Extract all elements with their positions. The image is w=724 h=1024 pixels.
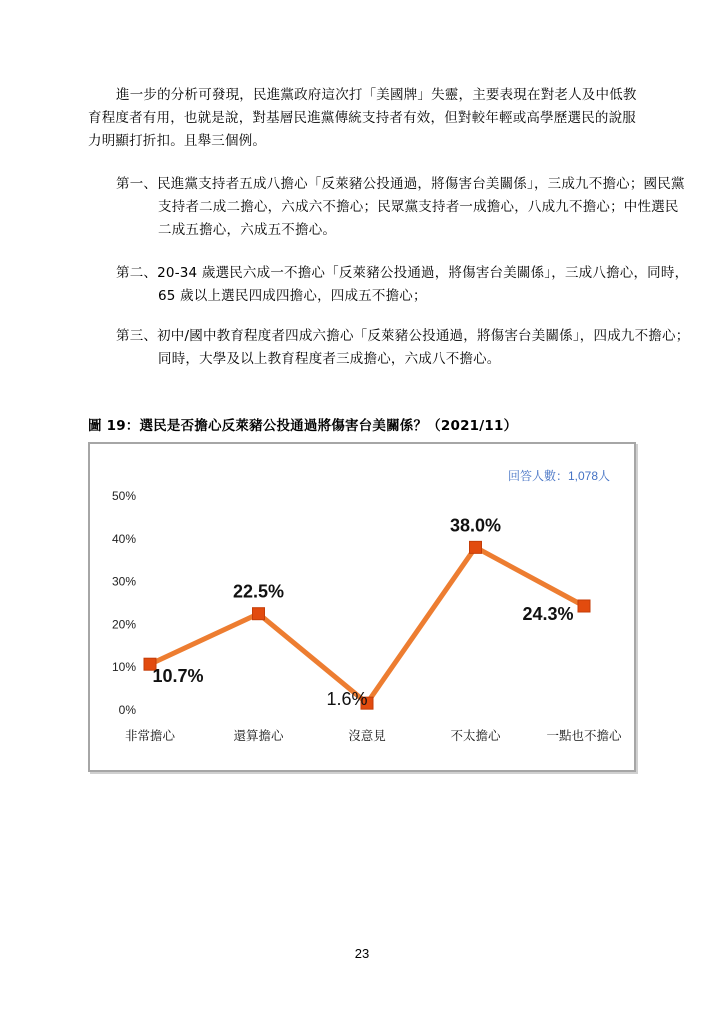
y-tick-label: 20% <box>111 617 136 632</box>
x-tick-label: 沒意見 <box>348 728 386 743</box>
example-text: 20-34 歲選民六成一不擔心「反萊豬公投通過，將傷害台美關係」，三成八擔心，同時，65 歲以上選民四成四擔心，四成五不擔心； <box>157 265 689 304</box>
data-point <box>578 600 590 612</box>
x-tick-label: 一點也不擔心 <box>546 728 622 743</box>
data-label: 22.5% <box>232 581 285 602</box>
y-tick-label: 10% <box>111 660 136 675</box>
respondents-note: 回答人數：1,078人 <box>507 469 610 483</box>
x-tick-label: 不太擔心 <box>450 728 501 743</box>
x-tick-label: 還算擔心 <box>233 728 284 743</box>
example-item-3 <box>116 325 690 371</box>
y-tick-label: 40% <box>111 531 136 546</box>
line-chart <box>90 444 634 770</box>
example-label: 第一、 <box>116 176 158 192</box>
x-tick-label: 非常擔心 <box>124 728 176 743</box>
data-label: 1.6% <box>326 689 368 710</box>
y-tick-label: 0% <box>118 703 136 717</box>
data-point <box>253 608 265 620</box>
example-text: 初中/國中教育程度者四成六擔心「反萊豬公投通過，將傷害台美關係」，四成九不擔心；同時，大學及以上教育程度者三成擔心，六成八不擔心。 <box>157 328 690 367</box>
example-item-2 <box>116 262 690 308</box>
data-label: 10.7% <box>152 666 204 687</box>
example-text: 民進黨支持者五成八擔心「反萊豬公投通過，將傷害台美關係」，三成九不擔心；國民黨支持者二成二擔心，六成六不擔心；民眾黨支持者一成擔心，八成九不擔心；中性選民二成五擔心，六成五不擔心。 <box>157 176 685 238</box>
intro-paragraph: 進一步的分析可發現，民進黨政府這次打「美國牌」失靈，主要表現在對老人及中低教育程度者有用，也就是說，對基層民進黨傳統支持者有效，但對較年輕或高學歷選民的說服力明顯打折扣。且舉三個例。 <box>88 87 637 149</box>
data-label: 38.0% <box>449 515 502 536</box>
chart-frame <box>88 442 636 772</box>
example-label: 第三、 <box>116 328 158 344</box>
y-tick-label: 30% <box>111 574 136 589</box>
figure-caption: 圖 19：選民是否擔心反萊豬公投通過將傷害台美關係？（2021/11） <box>88 418 518 434</box>
y-tick-label: 50% <box>111 489 136 503</box>
data-point <box>470 541 482 553</box>
example-label: 第二、 <box>116 265 158 281</box>
data-label: 24.3% <box>522 603 574 624</box>
page-number: 23 <box>354 946 370 961</box>
series-line <box>150 547 584 703</box>
example-item-1 <box>116 173 690 242</box>
